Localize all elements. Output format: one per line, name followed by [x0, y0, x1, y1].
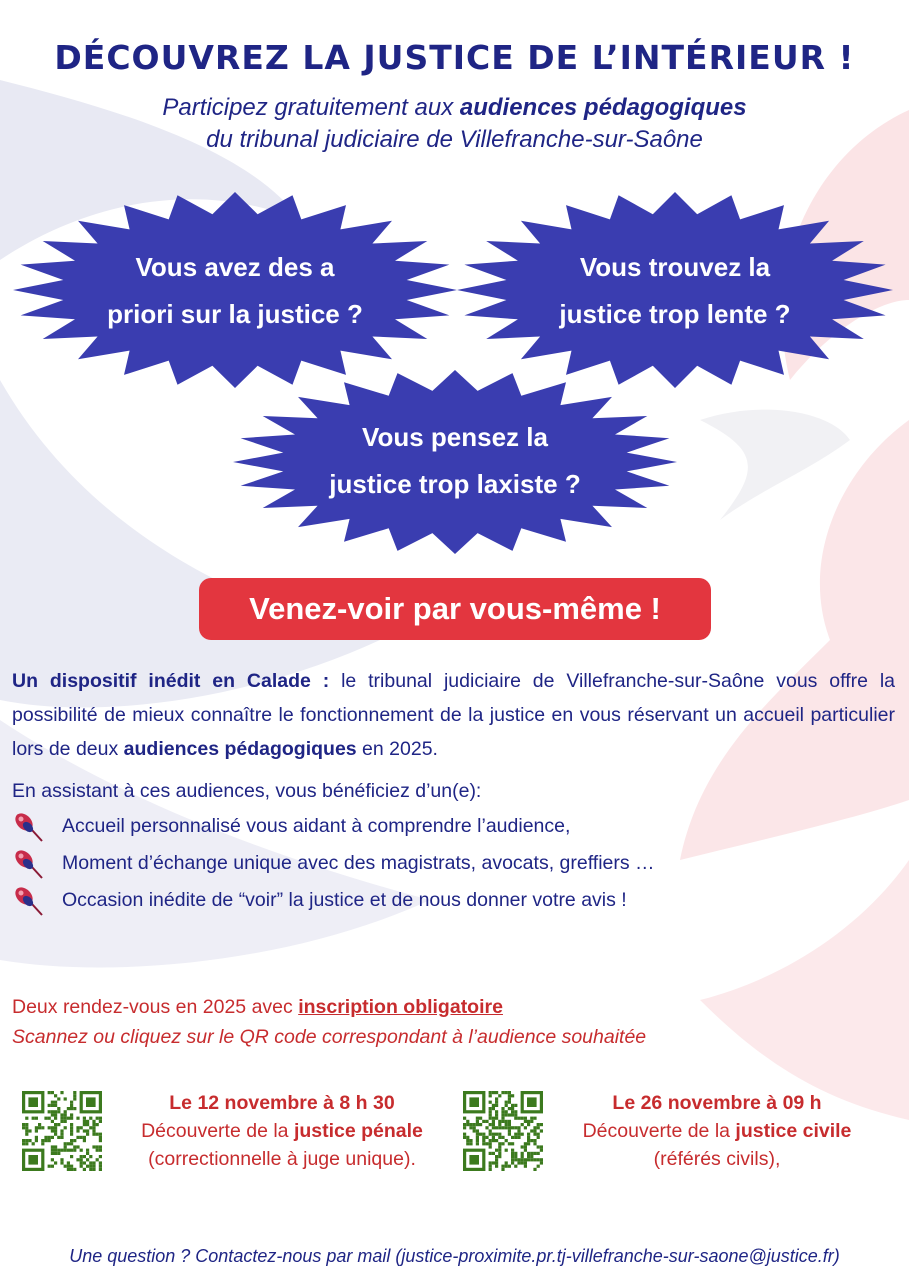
event-description — [552, 1117, 882, 1145]
scan-instruction: Scannez ou cliquez sur le QR code correspondant à l’audience souhaitée — [12, 1026, 647, 1048]
intro-text-b: en 2025. — [356, 738, 438, 760]
burst-3-line1: Vous pensez la — [362, 422, 548, 452]
benefits-list — [12, 808, 655, 919]
burst-2-line2: justice trop lente ? — [559, 299, 791, 329]
pushpin-icon — [12, 847, 46, 881]
registration-link[interactable]: inscription obligatoire — [298, 996, 503, 1018]
event-type: justice civile — [735, 1120, 852, 1142]
event-penal — [108, 1089, 456, 1173]
contact-footer: Une question ? Contactez-nous par mail (justice-proximite.pr.tj-villefranche-sur-saone@justice.fr) — [69, 1246, 840, 1266]
burst-1-line1: Vous avez des a — [135, 252, 335, 282]
intro-lead: Un dispositif inédit en Calade : — [12, 670, 330, 692]
subtitle-line2: du tribunal judiciaire de Villefranche-sur-Saône — [206, 126, 703, 153]
list-item — [12, 882, 655, 919]
event-prefix: Découverte de la — [141, 1120, 294, 1142]
burst-3-line2: justice trop laxiste ? — [329, 469, 581, 499]
burst-text-2 — [520, 244, 830, 338]
page-title: DÉCOUVREZ LA JUSTICE DE L’INTÉRIEUR ! — [54, 38, 855, 77]
registration-prefix: Deux rendez-vous en 2025 avec — [12, 996, 299, 1018]
list-item — [12, 845, 655, 882]
burst-text-3 — [290, 414, 620, 508]
benefit-text: Accueil personnalisé vous aidant à comprendre l’audience, — [62, 815, 571, 837]
burst-1-line2: priori sur la justice ? — [107, 299, 363, 329]
intro-paragraph — [12, 664, 895, 766]
pushpin-icon — [12, 810, 46, 844]
event-type: justice pénale — [293, 1120, 423, 1142]
registration-line — [12, 996, 503, 1019]
benefit-text: Moment d’échange unique avec des magistrats, avocats, greffiers … — [62, 852, 655, 874]
event-prefix: Découverte de la — [582, 1120, 736, 1142]
intro-highlight: audiences pédagogiques — [123, 738, 357, 760]
event-detail: (correctionnelle à juge unique). — [148, 1148, 416, 1170]
subtitle-prefix: Participez gratuitement aux — [162, 94, 460, 121]
qr-code-penal[interactable] — [22, 1091, 102, 1171]
benefit-text: Occasion inédite de “voir” la justice et de nous donner votre avis ! — [62, 889, 627, 911]
burst-2-line1: Vous trouvez la — [579, 252, 771, 282]
pushpin-icon — [12, 884, 46, 918]
qr-code-civil[interactable] — [463, 1091, 543, 1171]
event-civil — [552, 1089, 882, 1173]
list-item — [12, 808, 655, 845]
event-date: Le 12 novembre à 8 h 30 — [169, 1092, 395, 1114]
subtitle-highlight: audiences pédagogiques — [459, 94, 747, 121]
event-detail: (référés civils), — [653, 1148, 781, 1170]
cta-banner: Venez-voir par vous-même ! — [199, 578, 711, 640]
burst-text-1 — [75, 244, 395, 338]
event-description — [108, 1117, 456, 1145]
intro-text-a: le tribunal judiciaire de Villefranche-sur-Saône vous offre la possibilité de mieux connaître le fonctionnement de la justice en vous réservant un accueil particulier lors de deux — [12, 670, 895, 760]
event-date: Le 26 novembre à 09 h — [612, 1092, 822, 1114]
benefits-lead: En assistant à ces audiences, vous bénéficiez d’un(e): — [12, 780, 482, 802]
